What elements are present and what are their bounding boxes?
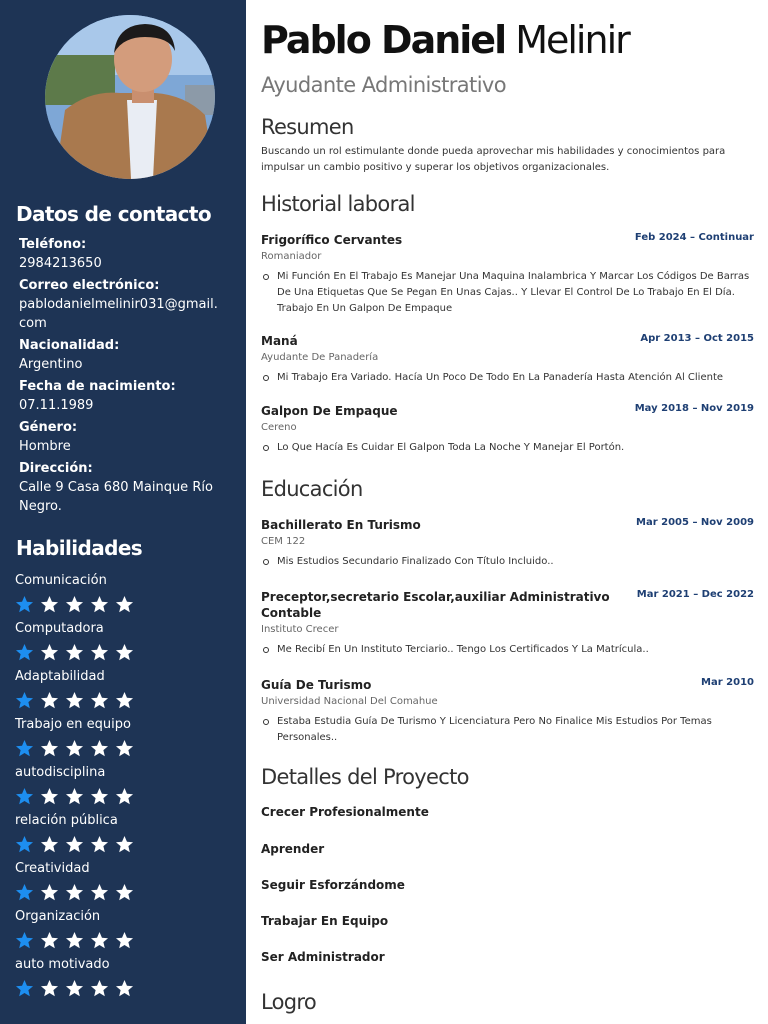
entry-bullets <box>261 269 756 317</box>
star-icon <box>15 979 34 997</box>
skill-rating <box>15 643 215 661</box>
phone-label: Teléfono: <box>19 237 87 252</box>
star-icon <box>115 979 134 997</box>
star-icon <box>115 883 134 901</box>
entry-date: Mar 2005 – Nov 2009 <box>636 517 754 528</box>
work-entry <box>261 333 756 386</box>
entry-role: Ayudante De Panadería <box>261 352 379 363</box>
skill-item <box>15 764 215 812</box>
skill-name: relación pública <box>15 813 118 828</box>
star-icon <box>65 883 84 901</box>
phone-value: 2984213650 <box>19 256 102 271</box>
achievements-heading: Logro <box>261 990 317 1014</box>
star-icon <box>65 979 84 997</box>
star-icon <box>15 883 34 901</box>
work-entry <box>261 232 756 317</box>
star-icon <box>90 979 109 997</box>
star-icon <box>15 595 34 613</box>
star-icon <box>65 643 84 661</box>
skill-name: Adaptabilidad <box>15 669 105 684</box>
star-icon <box>15 931 34 949</box>
star-icon <box>65 595 84 613</box>
entry-bullet: Mi Función En El Trabajo Es Manejar Una Maquina Inalambrica Y Marcar Los Códigos De Barras De Una Etiquetas Que Se Pegan En Unas Cajas.. Y Llevar El Control De Lo Trabajo En El Día. Trabajo En Un Galpon De Empaque <box>261 269 756 317</box>
star-icon <box>90 691 109 709</box>
entry-role: Romaniador <box>261 251 322 262</box>
star-icon <box>90 883 109 901</box>
project-item: Aprender <box>261 842 325 856</box>
skill-item <box>15 620 215 668</box>
star-icon <box>115 643 134 661</box>
birthdate-label: Fecha de nacimiento: <box>19 379 176 394</box>
education-entry <box>261 589 756 658</box>
gender-label: Género: <box>19 420 78 435</box>
profile-photo-image <box>45 15 215 179</box>
first-names: Pablo Daniel <box>261 18 506 62</box>
skill-rating <box>15 835 215 853</box>
star-icon <box>90 643 109 661</box>
projects-heading: Detalles del Proyecto <box>261 765 469 789</box>
skill-rating <box>15 883 215 901</box>
star-icon <box>40 787 59 805</box>
skill-rating <box>15 739 215 757</box>
entry-bullet: Mis Estudios Secundario Finalizado Con Título Incluido.. <box>261 554 756 570</box>
skill-name: auto motivado <box>15 957 110 972</box>
entry-date: Apr 2013 – Oct 2015 <box>640 333 754 344</box>
entry-title: Maná <box>261 334 298 348</box>
skill-rating <box>15 787 215 805</box>
star-icon <box>40 835 59 853</box>
last-name: Melinir <box>515 18 629 62</box>
skill-name: Trabajo en equipo <box>15 717 131 732</box>
email-value: pablodanielmelinir031@gmail.com <box>19 297 218 331</box>
star-icon <box>15 835 34 853</box>
skill-rating <box>15 595 215 613</box>
birthdate-value: 07.11.1989 <box>19 398 94 413</box>
skill-item <box>15 908 215 956</box>
star-icon <box>65 835 84 853</box>
skill-item <box>15 716 215 764</box>
entry-bullets <box>261 714 756 746</box>
skills-heading: Habilidades <box>16 536 143 560</box>
star-icon <box>15 643 34 661</box>
star-icon <box>115 595 134 613</box>
work-history-heading: Historial laboral <box>261 192 415 216</box>
email-label: Correo electrónico: <box>19 278 160 293</box>
project-item: Crecer Profesionalmente <box>261 805 429 819</box>
sidebar <box>0 0 246 1024</box>
star-icon <box>40 739 59 757</box>
star-icon <box>115 931 134 949</box>
star-icon <box>15 739 34 757</box>
job-title: Ayudante Administrativo <box>261 73 506 97</box>
skill-name: Comunicación <box>15 573 107 588</box>
entry-date: Mar 2010 <box>701 677 754 688</box>
project-item: Trabajar En Equipo <box>261 914 389 928</box>
skill-rating <box>15 979 215 997</box>
skill-name: Creatividad <box>15 861 90 876</box>
education-entry <box>261 677 756 746</box>
star-icon <box>115 835 134 853</box>
star-icon <box>40 595 59 613</box>
star-icon <box>115 787 134 805</box>
skill-item <box>15 860 215 908</box>
star-icon <box>65 931 84 949</box>
entry-date: Mar 2021 – Dec 2022 <box>636 589 754 600</box>
address-label: Dirección: <box>19 461 93 476</box>
summary-heading: Resumen <box>261 115 354 139</box>
skill-item <box>15 572 215 620</box>
star-icon <box>90 787 109 805</box>
star-icon <box>65 787 84 805</box>
entry-school: Universidad Nacional Del Comahue <box>261 696 438 707</box>
nationality-label: Nacionalidad: <box>19 338 120 353</box>
star-icon <box>40 643 59 661</box>
entry-title: Frigorífico Cervantes <box>261 233 403 247</box>
star-icon <box>90 931 109 949</box>
star-icon <box>115 739 134 757</box>
contact-heading: Datos de contacto <box>16 202 211 226</box>
star-icon <box>15 787 34 805</box>
project-item: Ser Administrador <box>261 950 385 964</box>
work-entry <box>261 403 756 456</box>
star-icon <box>90 595 109 613</box>
entry-bullet: Me Recibí En Un Instituto Terciario.. Tengo Los Certificados Y La Matrícula.. <box>261 642 756 658</box>
entry-bullet: Lo Que Hacía Es Cuidar El Galpon Toda La Noche Y Manejar El Portón. <box>261 440 756 456</box>
skill-item <box>15 956 215 1004</box>
entry-title: Bachillerato En Turismo <box>261 518 421 532</box>
project-item: Seguir Esforzándome <box>261 878 405 892</box>
skill-name: autodisciplina <box>15 765 106 780</box>
entry-date: May 2018 – Nov 2019 <box>634 403 754 414</box>
star-icon <box>65 739 84 757</box>
skill-rating <box>15 931 215 949</box>
skill-name: Computadora <box>15 621 104 636</box>
entry-bullets <box>261 642 756 658</box>
education-entry <box>261 517 756 570</box>
skill-rating <box>15 691 215 709</box>
star-icon <box>15 691 34 709</box>
star-icon <box>40 691 59 709</box>
star-icon <box>65 691 84 709</box>
skill-item <box>15 812 215 860</box>
entry-school: CEM 122 <box>261 536 306 547</box>
entry-role: Cereno <box>261 422 297 433</box>
skill-item <box>15 668 215 716</box>
skill-name: Organización <box>15 909 101 924</box>
entry-title: Guía De Turismo <box>261 678 372 692</box>
star-icon <box>40 979 59 997</box>
summary-text: Buscando un rol estimulante donde pueda aprovechar mis habilidades y conocimientos para impulsar un cambio positivo y superar los objetivos organizacionales. <box>261 146 726 173</box>
entry-date: Feb 2024 – Continuar <box>634 232 754 243</box>
profile-photo <box>45 15 215 179</box>
star-icon <box>40 931 59 949</box>
entry-bullets <box>261 440 756 456</box>
entry-bullet: Estaba Estudia Guía De Turismo Y Licenciatura Pero No Finalice Mis Estudios Por Temas Personales.. <box>261 714 756 746</box>
candidate-name <box>261 18 629 62</box>
address-value: Calle 9 Casa 680 Mainque Río Negro. <box>19 480 213 514</box>
star-icon <box>90 739 109 757</box>
entry-title: Preceptor,secretario Escolar,auxiliar Administrativo Contable <box>261 590 610 620</box>
entry-bullets <box>261 370 756 386</box>
nationality-value: Argentino <box>19 357 83 372</box>
gender-value: Hombre <box>19 439 71 454</box>
entry-title: Galpon De Empaque <box>261 404 398 418</box>
education-heading: Educación <box>261 477 363 501</box>
entry-school: Instituto Crecer <box>261 624 339 635</box>
entry-bullets <box>261 554 756 570</box>
skills-list <box>15 572 215 1004</box>
contact-list <box>19 236 219 520</box>
entry-bullet: Mi Trabajo Era Variado. Hacía Un Poco De Todo En La Panadería Hasta Atención Al Cliente <box>261 370 756 386</box>
star-icon <box>115 691 134 709</box>
star-icon <box>40 883 59 901</box>
star-icon <box>90 835 109 853</box>
